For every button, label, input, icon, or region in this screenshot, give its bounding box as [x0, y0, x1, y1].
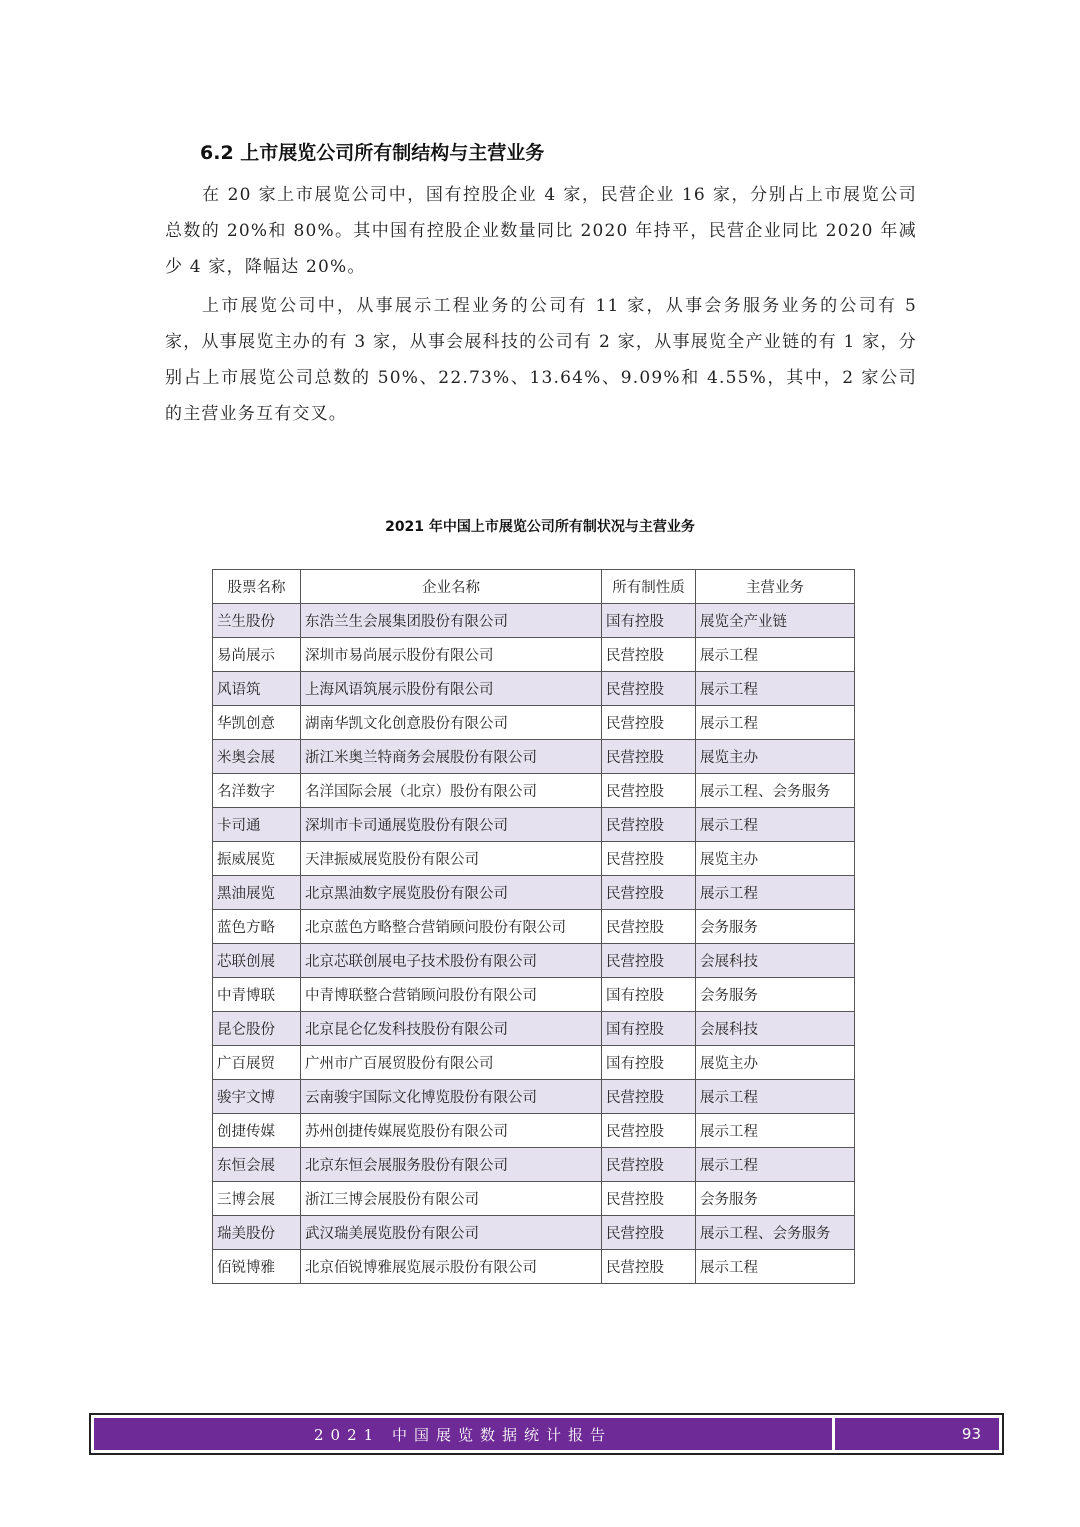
cell-main-business: 展示工程: [696, 706, 855, 740]
cell-ownership: 民营控股: [602, 1216, 696, 1250]
table-row: [213, 1216, 855, 1250]
cell-main-business: 展示工程: [696, 672, 855, 706]
cell-company-name: 上海风语筑展示股份有限公司: [301, 672, 602, 706]
cell-ownership: 民营控股: [602, 774, 696, 808]
cell-main-business: 展示工程: [696, 1148, 855, 1182]
cell-ownership: 国有控股: [602, 1046, 696, 1080]
cell-ownership: 民营控股: [602, 910, 696, 944]
cell-company-name: 浙江三博会展股份有限公司: [301, 1182, 602, 1216]
cell-stock-name: 振威展览: [213, 842, 301, 876]
cell-ownership: 国有控股: [602, 978, 696, 1012]
table-row: [213, 1080, 855, 1114]
cell-stock-name: 兰生股份: [213, 604, 301, 638]
cell-main-business: 会展科技: [696, 944, 855, 978]
cell-main-business: 会务服务: [696, 1182, 855, 1216]
cell-ownership: 民营控股: [602, 1114, 696, 1148]
cell-stock-name: 易尚展示: [213, 638, 301, 672]
cell-main-business: 展示工程: [696, 1080, 855, 1114]
cell-stock-name: 中青博联: [213, 978, 301, 1012]
cell-ownership: 民营控股: [602, 1182, 696, 1216]
table-row: [213, 1012, 855, 1046]
page-number: 93: [835, 1418, 999, 1450]
table-row: [213, 1250, 855, 1284]
cell-main-business: 会务服务: [696, 910, 855, 944]
header-company-name: 企业名称: [301, 570, 602, 604]
cell-company-name: 北京昆仑亿发科技股份有限公司: [301, 1012, 602, 1046]
cell-main-business: 会务服务: [696, 978, 855, 1012]
cell-main-business: 展览主办: [696, 842, 855, 876]
cell-stock-name: 蓝色方略: [213, 910, 301, 944]
footer-bar: [89, 1413, 1004, 1455]
cell-stock-name: 风语筑: [213, 672, 301, 706]
cell-company-name: 北京东恒会展服务股份有限公司: [301, 1148, 602, 1182]
table-row: [213, 978, 855, 1012]
paragraph-business: 上市展览公司中，从事展示工程业务的公司有 11 家，从事会务服务业务的公司有 5 家，从事展览主办的有 3 家，从事会展科技的公司有 2 家，从事展览全产业链的有 1 家，分别占上市展览公司总数的 50%、22.73%、13.64%、9.09%和 4.55%，其中，2 家公司的主营业务互有交叉。: [165, 296, 917, 424]
cell-ownership: 民营控股: [602, 638, 696, 672]
cell-company-name: 天津振威展览股份有限公司: [301, 842, 602, 876]
cell-main-business: 展示工程、会务服务: [696, 774, 855, 808]
cell-ownership: 民营控股: [602, 944, 696, 978]
cell-stock-name: 东恒会展: [213, 1148, 301, 1182]
cell-company-name: 北京黑油数字展览股份有限公司: [301, 876, 602, 910]
cell-company-name: 苏州创捷传媒展览股份有限公司: [301, 1114, 602, 1148]
cell-company-name: 深圳市易尚展示股份有限公司: [301, 638, 602, 672]
table-row: [213, 842, 855, 876]
cell-stock-name: 创捷传媒: [213, 1114, 301, 1148]
cell-stock-name: 广百展贸: [213, 1046, 301, 1080]
cell-main-business: 展览全产业链: [696, 604, 855, 638]
footer-report-title: 2021 中国展览数据统计报告: [94, 1418, 832, 1450]
table-row: [213, 910, 855, 944]
header-main-business: 主营业务: [696, 570, 855, 604]
cell-ownership: 国有控股: [602, 604, 696, 638]
cell-company-name: 浙江米奥兰特商务会展股份有限公司: [301, 740, 602, 774]
table-row: [213, 774, 855, 808]
cell-main-business: 会展科技: [696, 1012, 855, 1046]
table-row: [213, 604, 855, 638]
table-header-row: [213, 570, 855, 604]
table-row: [213, 1182, 855, 1216]
cell-main-business: 展示工程: [696, 808, 855, 842]
cell-company-name: 武汉瑞美展览股份有限公司: [301, 1216, 602, 1250]
paragraph-ownership: 在 20 家上市展览公司中，国有控股企业 4 家，民营企业 16 家，分别占上市展览公司总数的 20%和 80%。其中国有控股企业数量同比 2020 年持平，民营企业同比 2020 年减少 4 家，降幅达 20%。: [165, 185, 917, 277]
cell-ownership: 民营控股: [602, 1080, 696, 1114]
cell-main-business: 展览主办: [696, 740, 855, 774]
cell-main-business: 展示工程: [696, 876, 855, 910]
cell-ownership: 民营控股: [602, 1148, 696, 1182]
cell-company-name: 中青博联整合营销顾问股份有限公司: [301, 978, 602, 1012]
cell-ownership: 民营控股: [602, 740, 696, 774]
cell-ownership: 民营控股: [602, 672, 696, 706]
cell-company-name: 名洋国际会展（北京）股份有限公司: [301, 774, 602, 808]
table-row: [213, 638, 855, 672]
cell-company-name: 广州市广百展贸股份有限公司: [301, 1046, 602, 1080]
cell-main-business: 展示工程: [696, 638, 855, 672]
cell-company-name: 深圳市卡司通展览股份有限公司: [301, 808, 602, 842]
cell-main-business: 展示工程: [696, 1114, 855, 1148]
cell-ownership: 民营控股: [602, 876, 696, 910]
cell-company-name: 云南骏宇国际文化博览股份有限公司: [301, 1080, 602, 1114]
cell-company-name: 北京蓝色方略整合营销顾问股份有限公司: [301, 910, 602, 944]
companies-table: [212, 569, 855, 1284]
table-title: 2021 年中国上市展览公司所有制状况与主营业务: [385, 519, 695, 535]
table-row: [213, 1046, 855, 1080]
cell-ownership: 民营控股: [602, 808, 696, 842]
cell-ownership: 民营控股: [602, 1250, 696, 1284]
table-row: [213, 1148, 855, 1182]
cell-ownership: 民营控股: [602, 842, 696, 876]
cell-stock-name: 米奥会展: [213, 740, 301, 774]
table-body: [213, 604, 855, 1284]
cell-stock-name: 芯联创展: [213, 944, 301, 978]
table-row: [213, 672, 855, 706]
cell-stock-name: 黑油展览: [213, 876, 301, 910]
cell-ownership: 民营控股: [602, 706, 696, 740]
cell-main-business: 展示工程、会务服务: [696, 1216, 855, 1250]
cell-stock-name: 骏宇文博: [213, 1080, 301, 1114]
cell-stock-name: 卡司通: [213, 808, 301, 842]
table-row: [213, 740, 855, 774]
table-row: [213, 1114, 855, 1148]
cell-stock-name: 名洋数字: [213, 774, 301, 808]
header-stock-name: 股票名称: [213, 570, 301, 604]
cell-company-name: 北京佰锐博雅展览展示股份有限公司: [301, 1250, 602, 1284]
table-row: [213, 808, 855, 842]
cell-main-business: 展览主办: [696, 1046, 855, 1080]
cell-stock-name: 华凯创意: [213, 706, 301, 740]
cell-company-name: 东浩兰生会展集团股份有限公司: [301, 604, 602, 638]
cell-stock-name: 瑞美股份: [213, 1216, 301, 1250]
table-row: [213, 944, 855, 978]
cell-main-business: 展示工程: [696, 1250, 855, 1284]
cell-company-name: 湖南华凯文化创意股份有限公司: [301, 706, 602, 740]
body-text: [165, 177, 917, 432]
section-title: 6.2 上市展览公司所有制结构与主营业务: [200, 142, 545, 164]
table-row: [213, 876, 855, 910]
cell-stock-name: 佰锐博雅: [213, 1250, 301, 1284]
cell-stock-name: 三博会展: [213, 1182, 301, 1216]
cell-company-name: 北京芯联创展电子技术股份有限公司: [301, 944, 602, 978]
table-row: [213, 706, 855, 740]
header-ownership: 所有制性质: [602, 570, 696, 604]
cell-ownership: 国有控股: [602, 1012, 696, 1046]
cell-stock-name: 昆仑股份: [213, 1012, 301, 1046]
